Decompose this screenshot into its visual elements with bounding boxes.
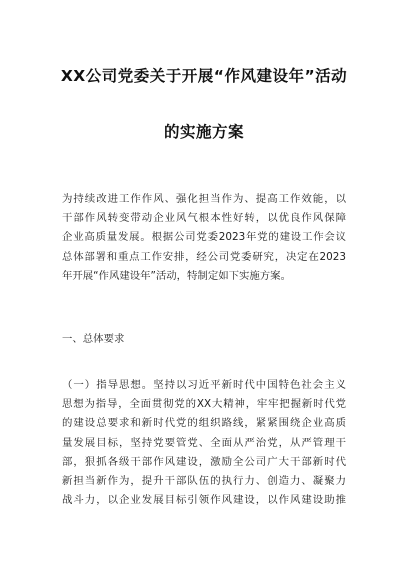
paragraph-line: 的建设总要求和新时代党的组织路线，紧紧围绕企业高质	[62, 417, 346, 430]
intro-line: 总体部署和重点工作安排，经公司党委研究，决定在2023	[62, 250, 346, 263]
paragraph-line: 量发展目标，坚持党要管党、全面从严治党，从严管理干	[62, 436, 346, 449]
section-heading: 一、总体要求	[62, 333, 125, 345]
document-title-line-2: 的实施方案	[163, 123, 244, 141]
intro-line: 为持续改进工作作风、强化担当作为、提高工作效能，以	[62, 193, 346, 205]
paragraph-line: 战斗力，以企业发展目标引领作风建设，以作风建设助推	[62, 494, 346, 507]
intro-line: 干部作风转变带动企业风气根本性好转，以优良作风保障	[62, 212, 346, 225]
document-title-line-1: XX公司党委关于开展“作风建设年”活动	[60, 67, 348, 85]
intro-line: 企业高质量发展。根据公司党委2023年党的建设工作会议	[62, 231, 346, 244]
guiding-ideology-paragraph	[62, 376, 346, 510]
paragraph-line: 部，狠抓各级干部作风建设，激励全公司广大干部新时代	[62, 455, 346, 468]
paragraph-line: （一）指导思想。坚持以习近平新时代中国特色社会主义	[62, 379, 346, 391]
paragraph-line: 新担当新作为，提升干部队伍的执行力、创造力、凝聚力	[62, 474, 346, 487]
intro-paragraph	[62, 190, 346, 286]
intro-line: 年开展“作风建设年”活动，特制定如下实施方案。	[62, 269, 291, 282]
paragraph-line: 思想为指导，全面贯彻党的XX大精神，牢牢把握新时代党	[62, 398, 346, 411]
